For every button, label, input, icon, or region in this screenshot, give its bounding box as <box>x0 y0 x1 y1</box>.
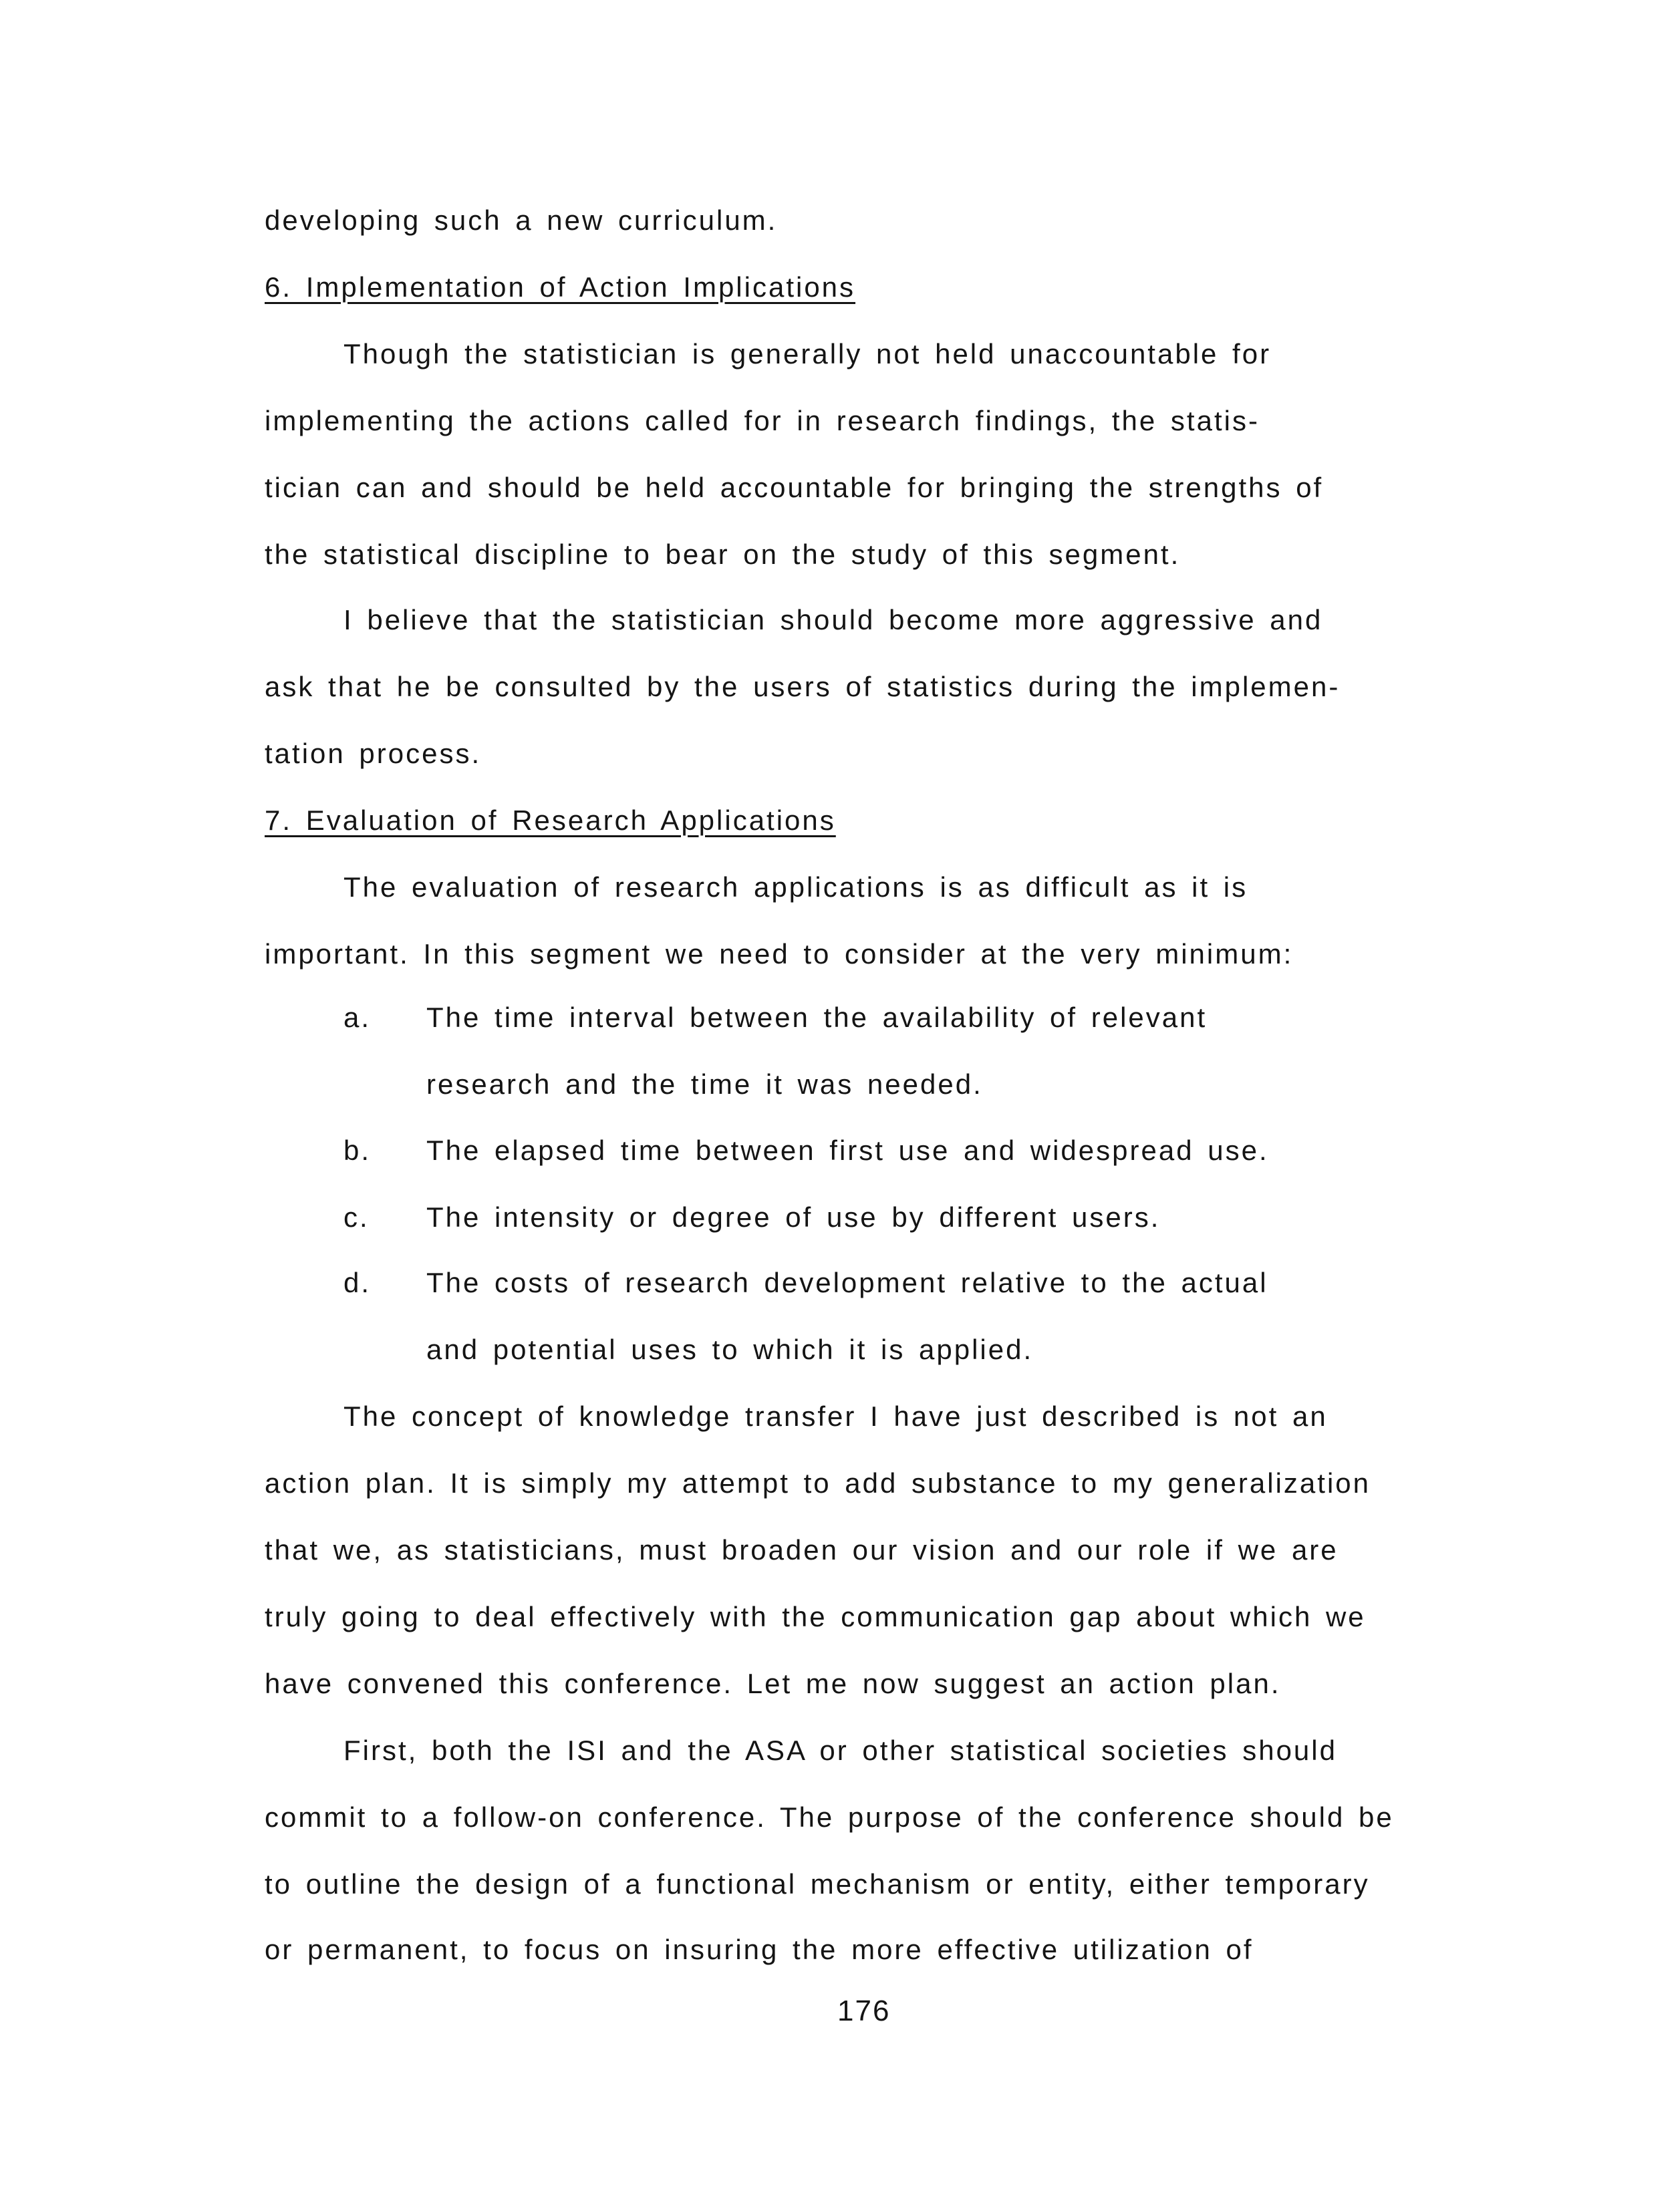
paragraph-line: ask that he be consulted by the users of statistics during the implemen- <box>265 671 1341 702</box>
list-item-text: The costs of research development relative to the actual <box>426 1267 1268 1298</box>
paragraph-line: implementing the actions called for in research findings, the statis- <box>265 405 1260 436</box>
section-heading-7: 7. Evaluation of Research Applications <box>265 804 836 836</box>
paragraph-line: action plan. It is simply my attempt to add substance to my generalization <box>265 1467 1371 1499</box>
list-item-text: research and the time it was needed. <box>426 1068 983 1100</box>
paragraph-line: truly going to deal effectively with the communication gap about which we <box>265 1601 1366 1632</box>
section-heading-6: 6. Implementation of Action Implications <box>265 271 856 303</box>
list-item-label: d. <box>343 1267 372 1298</box>
paragraph-line: the statistical discipline to bear on the study of this segment. <box>265 539 1181 570</box>
list-item-text: The intensity or degree of use by different users. <box>426 1201 1161 1233</box>
paragraph-line: commit to a follow-on conference. The purpose of the conference should be <box>265 1801 1394 1833</box>
page-number: 176 <box>837 1995 891 2027</box>
list-item-label: c. <box>343 1201 370 1233</box>
paragraph-line: tation process. <box>265 738 482 769</box>
paragraph-line: that we, as statisticians, must broaden our vision and our role if we are <box>265 1534 1339 1566</box>
paragraph-line: The concept of knowledge transfer I have just described is not an <box>343 1401 1328 1432</box>
paragraph-line: or permanent, to focus on insuring the more effective utilization of <box>265 1934 1254 1965</box>
list-item-text: The time interval between the availability of relevant <box>426 1002 1208 1033</box>
list-item-label: a. <box>343 1002 372 1033</box>
paragraph-line: First, both the ISI and the ASA or other statistical societies should <box>343 1735 1337 1766</box>
paragraph-line: important. In this segment we need to consider at the very minimum: <box>265 938 1294 970</box>
text-line: developing such a new curriculum. <box>265 204 778 236</box>
paragraph-line: Though the statistician is generally not held unaccountable for <box>343 338 1272 370</box>
list-item-text: The elapsed time between first use and widespread use. <box>426 1135 1269 1166</box>
paragraph-line: The evaluation of research applications is as difficult as it is <box>343 871 1248 903</box>
paragraph-line: to outline the design of a functional mechanism or entity, either temporary <box>265 1868 1370 1900</box>
paragraph-line: I believe that the statistician should become more aggressive and <box>343 604 1323 635</box>
paragraph-line: tician can and should be held accountable for bringing the strengths of <box>265 472 1324 503</box>
list-item-text: and potential uses to which it is applied. <box>426 1334 1034 1365</box>
list-item-label: b. <box>343 1135 372 1166</box>
paragraph-line: have convened this conference. Let me now suggest an action plan. <box>265 1668 1281 1699</box>
